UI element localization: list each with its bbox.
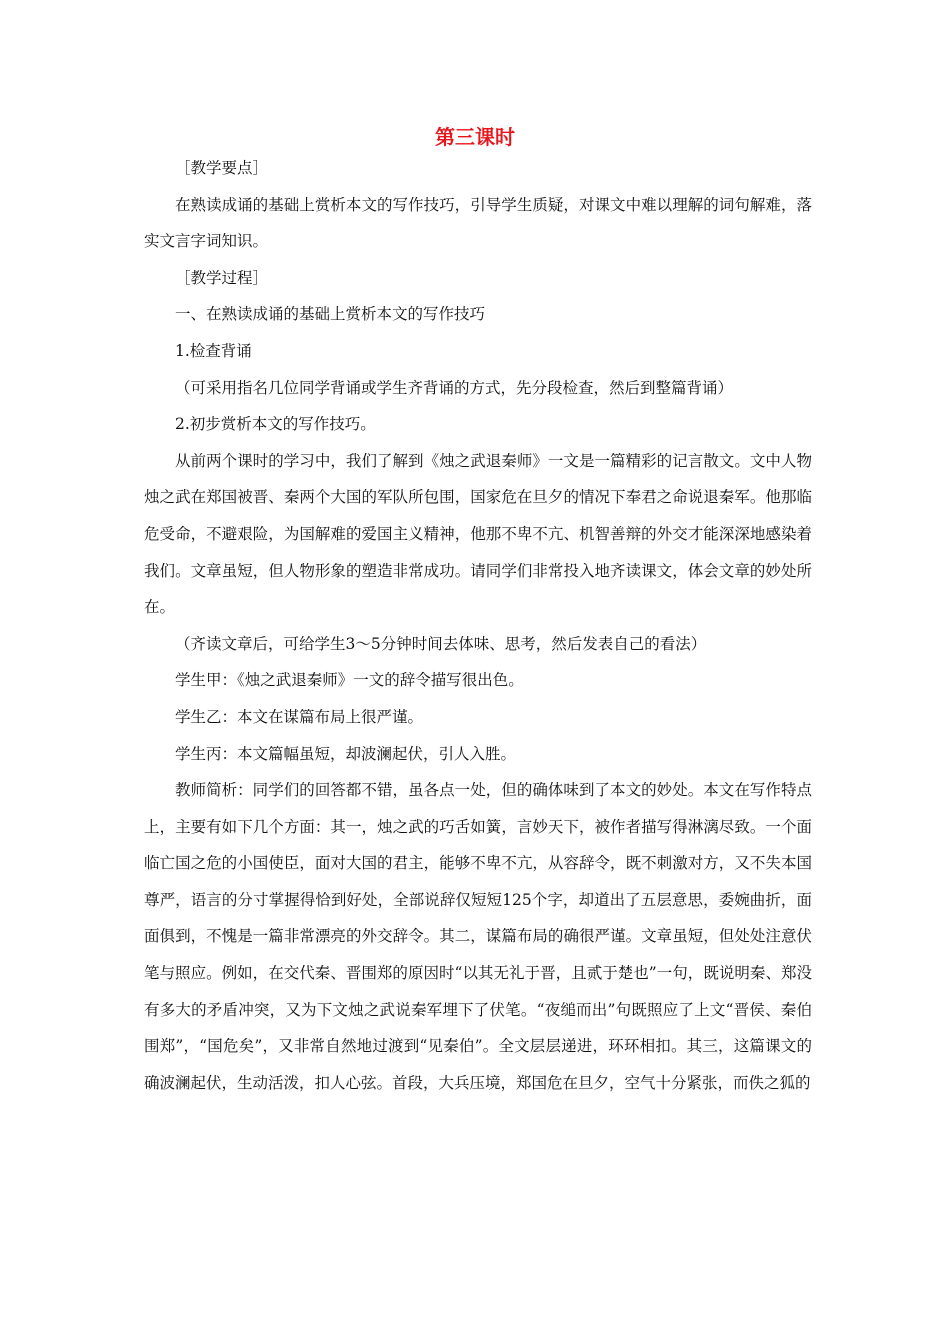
- paragraph: 一、在熟读成诵的基础上赏析本文的写作技巧: [175, 305, 486, 324]
- paragraph: （齐读文章后，可给学生3～5分钟时间去体味、思考，然后发表自己的看法）: [175, 634, 707, 653]
- paragraph: 1.检查背诵: [175, 341, 252, 360]
- page-title: 第三课时: [435, 125, 515, 149]
- student-response: 学生甲：《烛之武退秦师》一文的辞令描写很出色。: [175, 671, 524, 690]
- paragraph: （可采用指名几位同学背诵或学生齐背诵的方式，先分段检查，然后到整篇背诵）: [175, 378, 734, 397]
- student-response: 学生乙：本文在谋篇布局上很严谨。: [175, 707, 424, 726]
- section-heading-process: ［教学过程］: [175, 268, 269, 287]
- student-response: 学生丙：本文篇幅虽短，却波澜起伏，引人入胜。: [175, 744, 517, 763]
- paragraph: 在熟读成诵的基础上赏析本文的写作技巧，引导学生质疑，对课文中难以理解的词句解难，落实文言字词知识。: [144, 195, 812, 251]
- teacher-analysis: 教师简析：同学们的回答都不错，虽各点一处，但的确体味到了本文的妙处。本文在写作特点上，主要有如下几个方面：其一，烛之武的巧舌如簧，言妙天下，被作者描写得淋漓尽致。一个面临亡国之危的小国使臣，面对大国的君主，能够不卑不亢，从容辞令，既不刺激对方，又不失本国尊严，语言的分寸掌握得恰到好处，全部说辞仅短短125个字，却道出了五层意思，委婉曲折，面面俱到，不愧是一篇非常漂亮的外交辞令。其二，谋篇布局的确很严谨。文章虽短，但处处注意伏笔与照应。例如，在交代秦、晋围郑的原因时“以其无礼于晋，且贰于楚也”一句，既说明秦、郑没有多大的矛盾冲突，又为下文烛之武说秦军埋下了伏笔。“夜缒而出”句既照应了上文“晋侯、秦伯围郑”，“国危矣”，又非常自然地过渡到“见秦伯”。全文层层递进，环环相扣。其三，这篇课文的确波澜起伏，生动活泼，扣人心弦。首段，大兵压境，郑国危在旦夕，空气十分紧张，而佚之狐的: [144, 781, 812, 1092]
- paragraph: 2.初步赏析本文的写作技巧。: [175, 415, 376, 434]
- document-body: [144, 150, 812, 1101]
- paragraph: 从前两个课时的学习中，我们了解到《烛之武退秦师》一文是一篇精彩的记言散文。文中人物烛之武在郑国被晋、秦两个大国的军队所包围，国家危在旦夕的情况下奉君之命说退秦军。他那临危受命，不避艰险，为国解难的爱国主义精神，他那不卑不亢、机智善辩的外交才能深深地感染着我们。文章虽短，但人物形象的塑造非常成功。请同学们非常投入地齐读课文，体会文章的妙处所在。: [144, 451, 812, 617]
- section-heading-key-points: ［教学要点］: [175, 159, 269, 177]
